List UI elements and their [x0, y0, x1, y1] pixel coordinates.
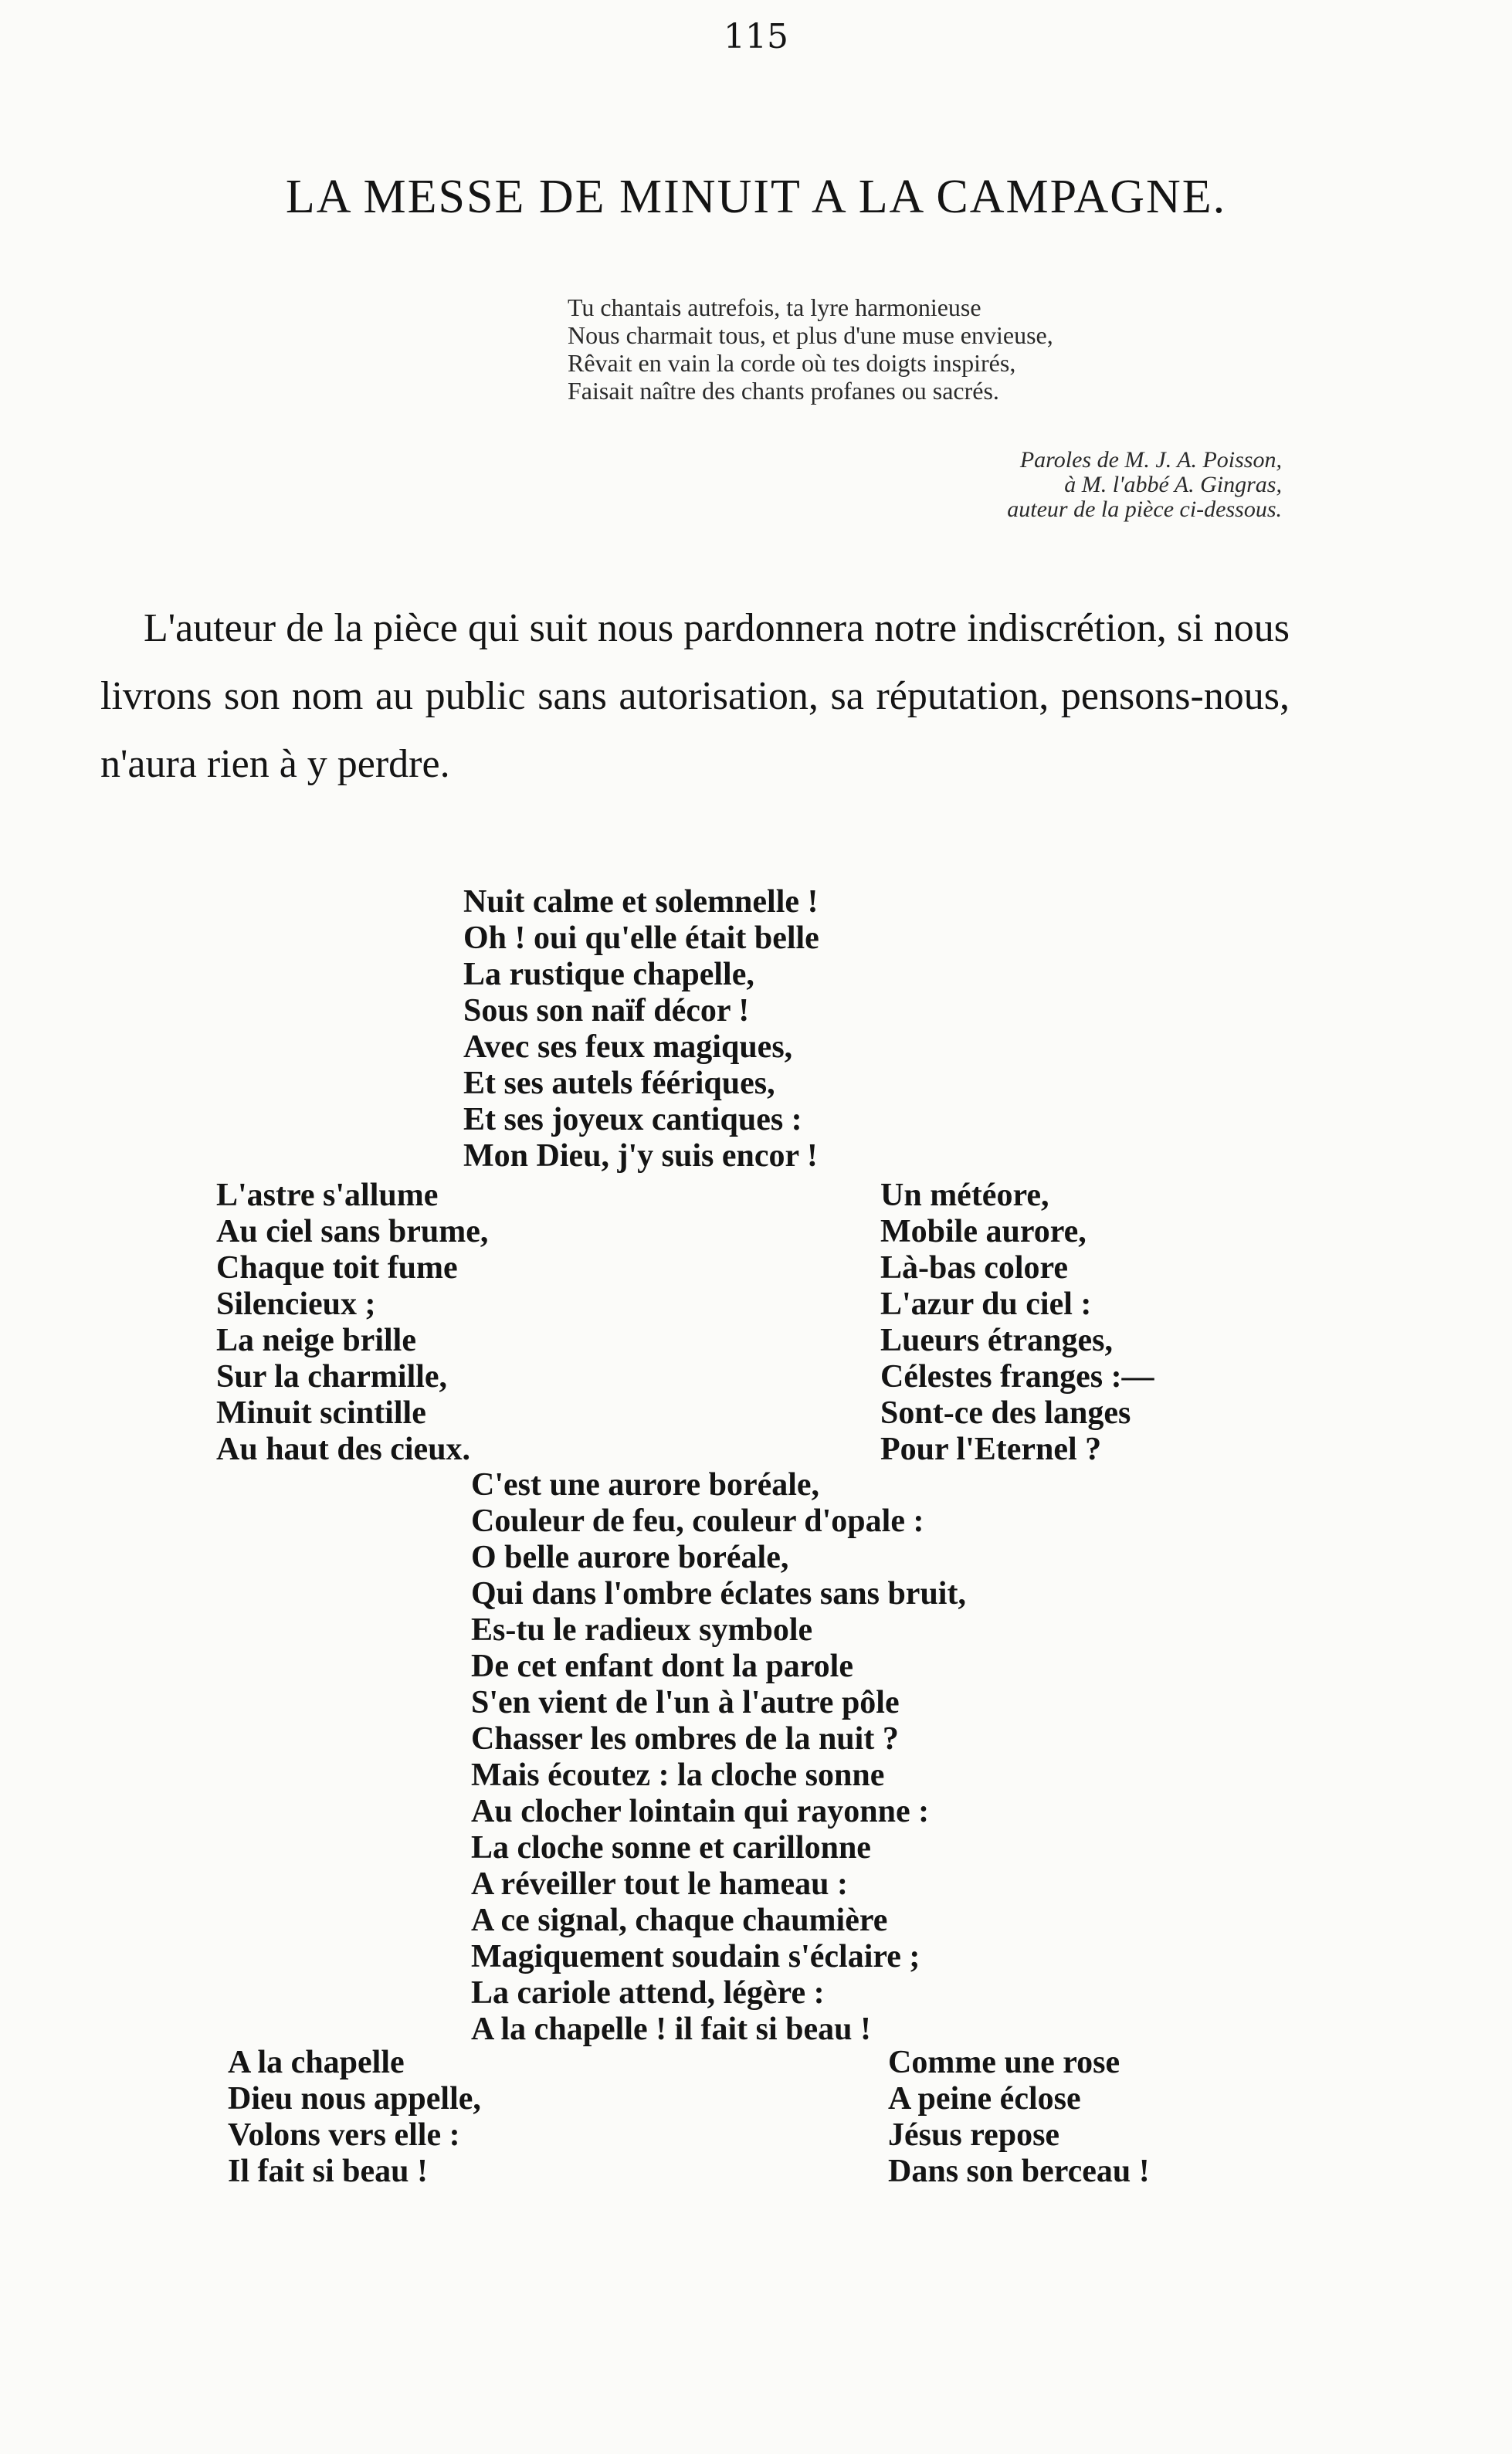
- poem-line: Nuit calme et solemnelle !: [463, 884, 819, 920]
- epigraph-attribution: [849, 448, 1282, 522]
- poem-line: Qui dans l'ombre éclates sans bruit,: [471, 1576, 966, 1612]
- poem-line: La cloche sonne et carillonne: [471, 1830, 871, 1866]
- poem-line: C'est une aurore boréale,: [471, 1467, 820, 1503]
- poem-line: Oh ! oui qu'elle était belle: [463, 920, 819, 956]
- poem-line: Au haut des cieux.: [216, 1432, 471, 1467]
- poem-line: Es-tu le radieux symbole: [471, 1612, 813, 1648]
- poem-stanza-2-right: [880, 1178, 1154, 1468]
- poem-line: Volons vers elle :: [228, 2117, 460, 2153]
- poem-line: Chaque toit fume: [216, 1250, 458, 1286]
- poem-line: Là-bas colore: [880, 1250, 1069, 1286]
- poem-line: Au ciel sans brume,: [216, 1214, 489, 1249]
- poem-line: S'en vient de l'un à l'autre pôle: [471, 1685, 900, 1720]
- intro-text: L'auteur de la pièce qui suit nous pardonnera notre indiscrétion, si nous livrons son nom au public sans autorisation, sa réputation, pensons-nous, n'aura rien à y perdre.: [100, 606, 1290, 786]
- page-number: 115: [724, 17, 788, 56]
- poem-stanza-1: [463, 884, 819, 1174]
- epigraph: [568, 293, 1053, 405]
- poem-line: La rustique chapelle,: [463, 957, 754, 992]
- poem-line: Dans son berceau !: [888, 2154, 1150, 2189]
- attribution-line: auteur de la pièce ci-dessous.: [1007, 497, 1282, 522]
- epigraph-line: Tu chantais autrefois, ta lyre harmonieuse: [568, 293, 981, 321]
- epigraph-line: Rêvait en vain la corde où tes doigts inspirés,: [568, 349, 1016, 377]
- poem-line: Sont-ce des langes: [880, 1395, 1131, 1431]
- poem-stanza-4-left: [228, 2045, 481, 2190]
- poem-line: La neige brille: [216, 1323, 416, 1358]
- poem-stanza-3: [471, 1467, 966, 2048]
- poem-line: Magiquement soudain s'éclaire ;: [471, 1939, 920, 1974]
- attribution-line: à M. l'abbé A. Gingras,: [1064, 472, 1282, 497]
- poem-line: Jésus repose: [888, 2117, 1060, 2153]
- page-title: LA MESSE DE MINUIT A LA CAMPAGNE.: [285, 171, 1227, 223]
- poem-line: La cariole attend, légère :: [471, 1975, 825, 2011]
- poem-line: Il fait si beau !: [228, 2154, 429, 2189]
- poem-line: De cet enfant dont la parole: [471, 1649, 853, 1684]
- poem-line: Célestes franges :—: [880, 1359, 1154, 1395]
- poem-line: Mobile aurore,: [880, 1214, 1087, 1249]
- poem-line: A la chapelle: [228, 2045, 405, 2080]
- poem-line: O belle aurore boréale,: [471, 1540, 789, 1575]
- poem-line: Couleur de feu, couleur d'opale :: [471, 1503, 924, 1539]
- poem-line: A réveiller tout le hameau :: [471, 1866, 848, 1902]
- poem-line: Au clocher lointain qui rayonne :: [471, 1794, 930, 1829]
- poem-line: Sur la charmille,: [216, 1359, 448, 1395]
- poem-line: A la chapelle ! il fait si beau !: [471, 2012, 871, 2047]
- poem-line: Mais écoutez : la cloche sonne: [471, 1757, 885, 1793]
- epigraph-line: Nous charmait tous, et plus d'une muse envieuse,: [568, 321, 1053, 349]
- poem-line: Mon Dieu, j'y suis encor !: [463, 1138, 818, 1174]
- poem-stanza-2-left: [216, 1178, 488, 1468]
- poem-line: Avec ses feux magiques,: [463, 1029, 793, 1065]
- poem-line: Et ses autels féériques,: [463, 1066, 775, 1101]
- poem-line: L'azur du ciel :: [880, 1286, 1092, 1322]
- poem-line: Comme une rose: [888, 2045, 1120, 2080]
- attribution-line: Paroles de M. J. A. Poisson,: [1019, 447, 1282, 473]
- poem-line: Et ses joyeux cantiques :: [463, 1102, 802, 1137]
- intro-paragraph: [100, 595, 1290, 798]
- epigraph-line: Faisait naître des chants profanes ou sacrés.: [568, 377, 999, 405]
- poem-line: Sous son naïf décor !: [463, 993, 750, 1029]
- poem-line: Chasser les ombres de la nuit ?: [471, 1721, 899, 1757]
- poem-stanza-4-right: [888, 2045, 1150, 2190]
- poem-line: Un météore,: [880, 1178, 1049, 1213]
- poem-line: L'astre s'allume: [216, 1178, 439, 1213]
- poem-line: Dieu nous appelle,: [228, 2081, 481, 2117]
- poem-line: Lueurs étranges,: [880, 1323, 1113, 1358]
- poem-line: Pour l'Eternel ?: [880, 1432, 1102, 1467]
- poem-line: A peine éclose: [888, 2081, 1081, 2117]
- poem-line: A ce signal, chaque chaumière: [471, 1903, 888, 1938]
- poem-line: Silencieux ;: [216, 1286, 376, 1322]
- poem-line: Minuit scintille: [216, 1395, 426, 1431]
